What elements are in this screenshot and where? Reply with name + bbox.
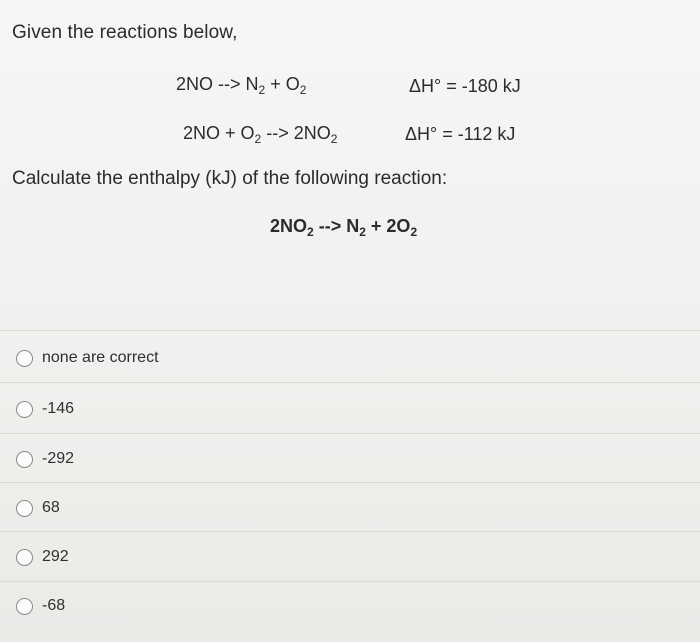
answer-option[interactable] [0, 581, 700, 630]
target-part-a: 2NO [270, 216, 308, 236]
question-intro: Given the reactions below, [12, 22, 238, 43]
answer-option[interactable] [0, 482, 700, 531]
target-sub-1: 2 [307, 225, 314, 239]
answer-option-label: -146 [42, 400, 75, 417]
reaction-2-enthalpy: ΔH° = -112 kJ [405, 124, 516, 144]
reaction-2-part-b: --> 2NO [261, 123, 331, 143]
answer-option[interactable] [0, 330, 700, 379]
answer-option-label: 68 [42, 499, 60, 516]
reaction-1-sub-2: 2 [299, 83, 307, 97]
answer-option-label: -68 [42, 597, 66, 614]
reaction-2-sub-1: 2 [254, 132, 262, 146]
reaction-1-enthalpy: ΔH° = -180 kJ [409, 76, 521, 96]
answer-option-label: 292 [42, 548, 69, 565]
reaction-1-equation [176, 74, 306, 97]
target-sub-2: 2 [359, 225, 366, 239]
target-reaction [270, 216, 417, 239]
answer-option-label: -292 [42, 450, 75, 467]
reaction-2-equation [183, 123, 337, 146]
reaction-2-part-a: 2NO + O [183, 123, 255, 143]
answer-option[interactable] [0, 382, 700, 431]
reaction-2-sub-2: 2 [330, 132, 338, 146]
answer-option[interactable] [0, 433, 700, 482]
target-part-c: + 2O [365, 216, 411, 236]
target-part-b: --> N [313, 216, 360, 236]
answer-options [0, 330, 700, 642]
radio-button-icon[interactable] [16, 549, 33, 566]
reaction-1-sub-1: 2 [258, 83, 266, 97]
target-sub-3: 2 [410, 225, 418, 239]
radio-button-icon[interactable] [16, 451, 33, 468]
radio-button-icon[interactable] [16, 350, 33, 367]
answer-option[interactable] [0, 531, 700, 580]
radio-button-icon[interactable] [16, 500, 33, 517]
answer-option-label: none are correct [42, 349, 159, 366]
reaction-1-part-b: + O [265, 74, 300, 94]
reaction-1-part-a: 2NO --> N [176, 74, 259, 94]
radio-button-icon[interactable] [16, 401, 33, 418]
question-prompt: Calculate the enthalpy (kJ) of the following reaction: [12, 168, 448, 189]
radio-button-icon[interactable] [16, 598, 33, 615]
